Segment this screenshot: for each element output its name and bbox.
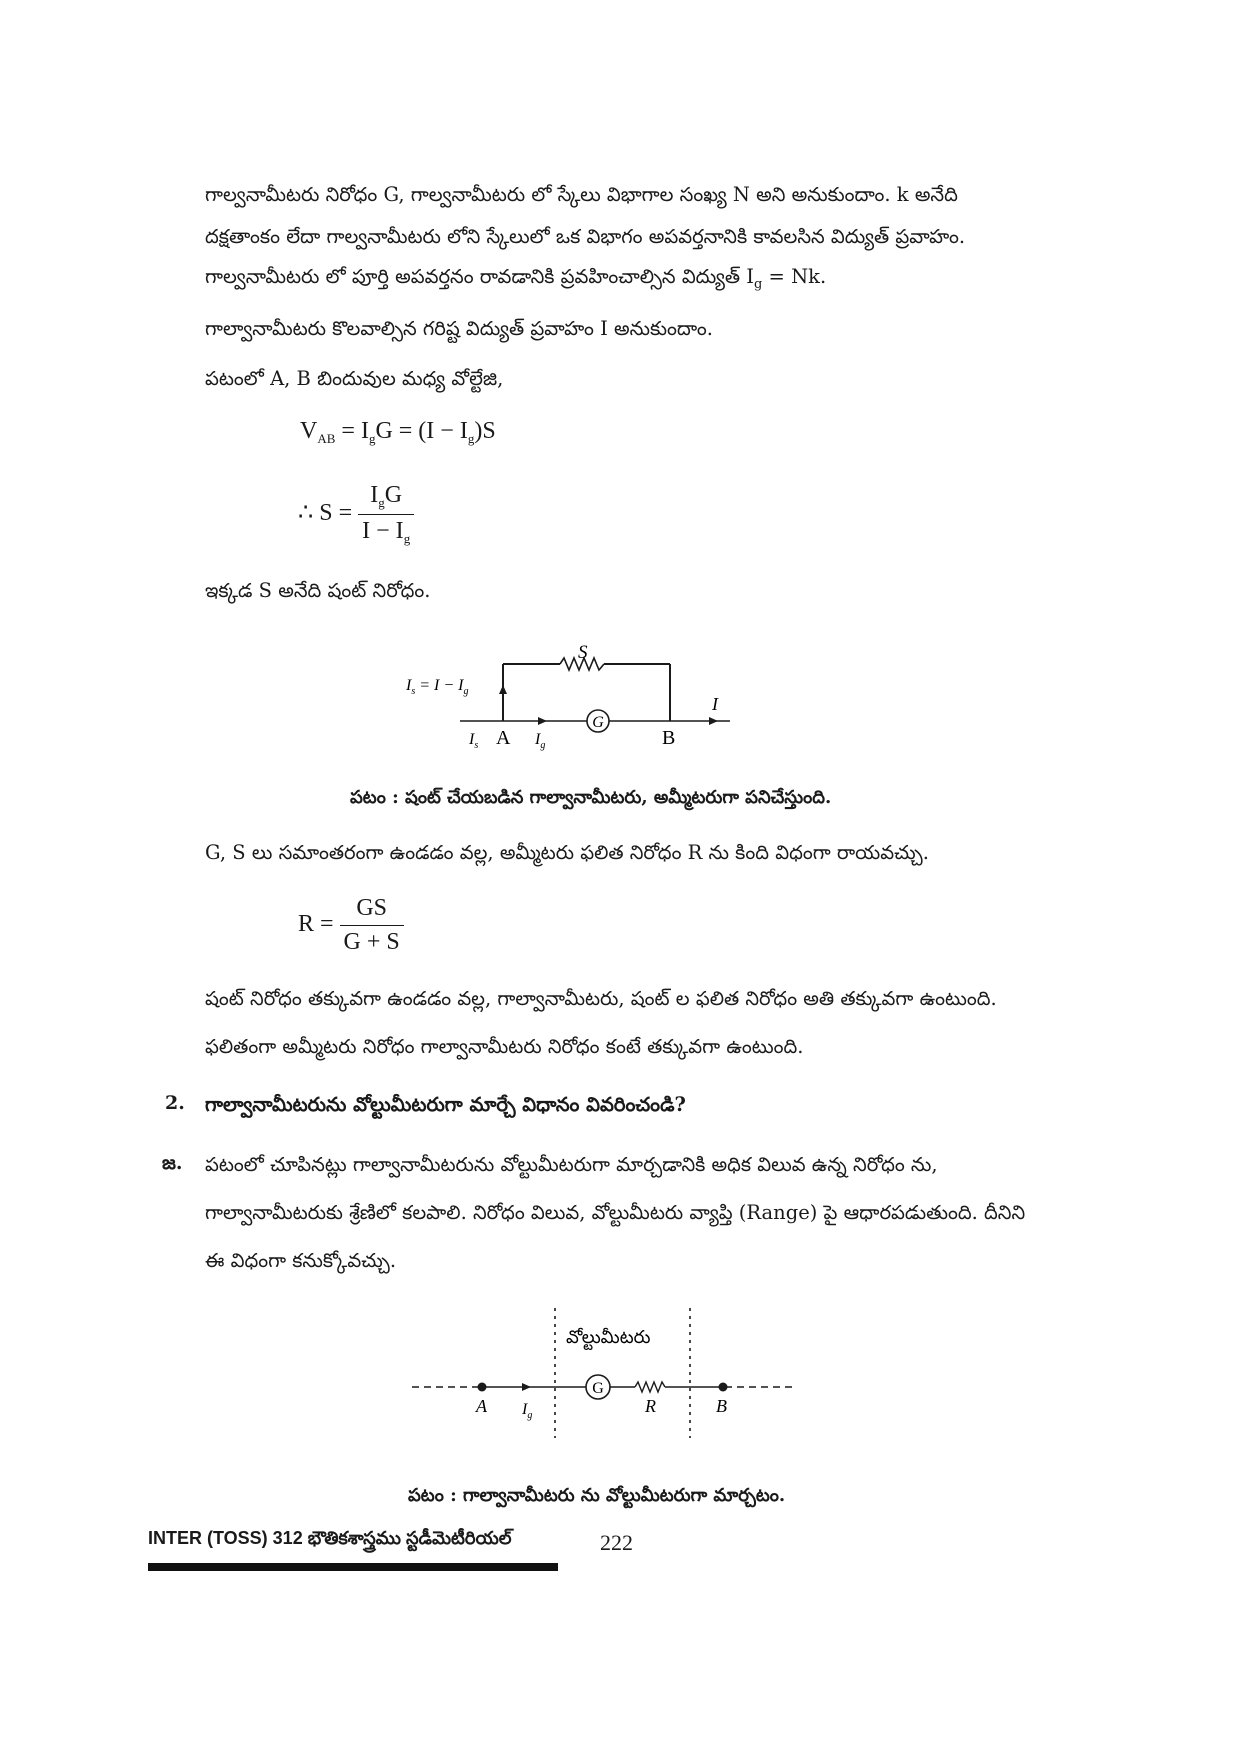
eq2-num-sub: g	[378, 495, 385, 510]
answer-line-1: పటంలో చూపినట్లు గాల్వానామీటరును వోల్టుమీటరుగా మార్చడానికి అధిక విలువ ఉన్న నిరోధం ను,	[205, 1153, 938, 1176]
voltmeter-circuit-figure	[400, 1300, 800, 1450]
galvanometer-label: G	[592, 714, 604, 731]
eq2-fraction	[358, 482, 414, 547]
intro-line-3	[205, 260, 826, 302]
eq3-prefix: R =	[298, 911, 340, 938]
intro-line-1: గాల్వనామీటరు నిరోధం G, గాల్వనామీటరు లో స్కేలు విభాగాల సంఖ్య N అని అనుకుందాం. k అనేది	[205, 183, 958, 206]
equation-shunt	[298, 482, 414, 547]
label-is: $I_s = I - I_g$	[406, 677, 469, 697]
footer-title: INTER (TOSS) 312 భౌతికశాస్త్రము స్టడీమెటీరియల్	[148, 1528, 512, 1548]
intro-line-3-sub: g	[754, 277, 763, 292]
answer-marker: జ.	[162, 1152, 183, 1174]
arrow-up-is	[499, 685, 507, 694]
eq1-sub-g1: g	[368, 431, 376, 446]
eq1-lhs: V	[300, 418, 318, 444]
intro-line-3-text: గాల్వనామీటరు లో పూర్తి అపవర్తనం రావడానికి ప్రవహించాల్సిన విద్యుత్ I	[205, 265, 754, 288]
eq1-sub-g2: g	[467, 431, 475, 446]
galvanometer-2-label: G	[592, 1380, 604, 1397]
label-R: R	[645, 1396, 656, 1416]
eq3-numerator: GS	[340, 895, 404, 926]
intro-line-2: దక్షతాంకం లేదా గాల్వనామీటరు లోని స్కేలులో ఒక విభాగం అపవర్తనానికి కావలసిన విద్యుత్ ప్రవాహం.	[205, 225, 966, 248]
eq1-rhs: )S	[474, 418, 496, 444]
question-text: గాల్వానామీటరును వోల్టుమీటరుగా మార్చే విధానం వివరించండి?	[205, 1093, 686, 1116]
eq1-lhs-sub: AB	[317, 431, 336, 446]
parallel-line: G, S లు సమాంతరంగా ఉండడం వల్ల, అమ్మీటరు ఫలిత నిరోధం R ను కింది విధంగా రాయవచ్చు.	[205, 841, 929, 864]
label-B: B	[662, 727, 676, 749]
label-ig: $I_g$	[535, 731, 546, 751]
figure-1-caption: పటం : షంట్ చేయబడిన గాల్వానామీటరు, అమ్మీటరుగా పనిచేస్తుంది.	[350, 787, 832, 808]
label-A-2: A	[476, 1396, 487, 1416]
node-B-dot	[719, 1383, 728, 1392]
label-I: I	[712, 694, 718, 714]
eq2-den-sub: g	[403, 531, 411, 546]
answer-line-3: ఈ విధంగా కనుక్కోవచ్చు.	[205, 1249, 397, 1272]
voltage-line: పటంలో A, B బిందువుల మధ్య వోల్టేజి,	[205, 367, 504, 390]
label-S: S	[578, 642, 588, 663]
max-current-line: గాల్వానామీటరు కొలవాల్సిన గరిష్ట విద్యుత్ ప్రవాహం I అనుకుందాం.	[205, 317, 713, 340]
eq2-denominator	[358, 515, 414, 547]
label-A: A	[496, 727, 511, 749]
equation-resistance	[298, 895, 404, 956]
arrow-ig	[538, 717, 547, 725]
eq1-mid1: = I	[335, 418, 369, 444]
label-ig-2: $I_g$	[522, 1401, 533, 1421]
shunt-circuit-figure	[400, 630, 740, 760]
page-number: 222	[600, 1530, 633, 1555]
eq2-numerator	[358, 482, 414, 515]
eq2-prefix: ∴ S =	[298, 500, 359, 527]
result-line-1: షంట్ నిరోధం తక్కువగా ఉండడం వల్ల, గాల్వానామీటరు, షంట్ ల ఫలిత నిరోధం అతి తక్కువగా ఉంటుంది.	[205, 987, 997, 1010]
footer-rule	[148, 1563, 558, 1571]
figure-2-caption: పటం : గాల్వానామీటరు ను వోల్టుమీటరుగా మార్చటం.	[408, 1485, 786, 1506]
arrow-ig-2	[522, 1383, 531, 1391]
eq2-den-a: I − I	[362, 518, 404, 544]
eq2-num-a: I	[370, 482, 379, 508]
eq3-denominator: G + S	[343, 929, 400, 955]
question-number: 2.	[165, 1092, 185, 1114]
result-line-2: ఫలితంగా అమ్మీటరు నిరోధం గాల్వానామీటరు నిరోధం కంటే తక్కువగా ఉంటుంది.	[205, 1035, 804, 1058]
eq3-fraction	[340, 895, 404, 956]
eq1-mid2: G = (I − I	[375, 418, 468, 444]
label-voltmeter: వోల్టుమీటరు	[566, 1327, 651, 1347]
label-B-2: B	[716, 1396, 727, 1416]
answer-line-2: గాల్వానామీటరుకు శ్రేణిలో కలపాలి. నిరోధం విలువ, వోల్టుమీటరు వ్యాప్తి (Range) పై ఆధారపడుతుంది. దీనిని	[205, 1201, 1026, 1224]
eq2-num-b: G	[384, 482, 403, 508]
intro-line-3-suffix: = Nk.	[762, 265, 827, 288]
arrow-i	[709, 717, 718, 725]
label-is-bottom: $I_s$	[469, 731, 479, 751]
equation-vab	[300, 418, 496, 447]
series-resistor-R	[635, 1382, 665, 1392]
shunt-line: ఇక్కడ S అనేది షంట్ నిరోధం.	[205, 579, 431, 602]
node-A-dot	[478, 1383, 487, 1392]
